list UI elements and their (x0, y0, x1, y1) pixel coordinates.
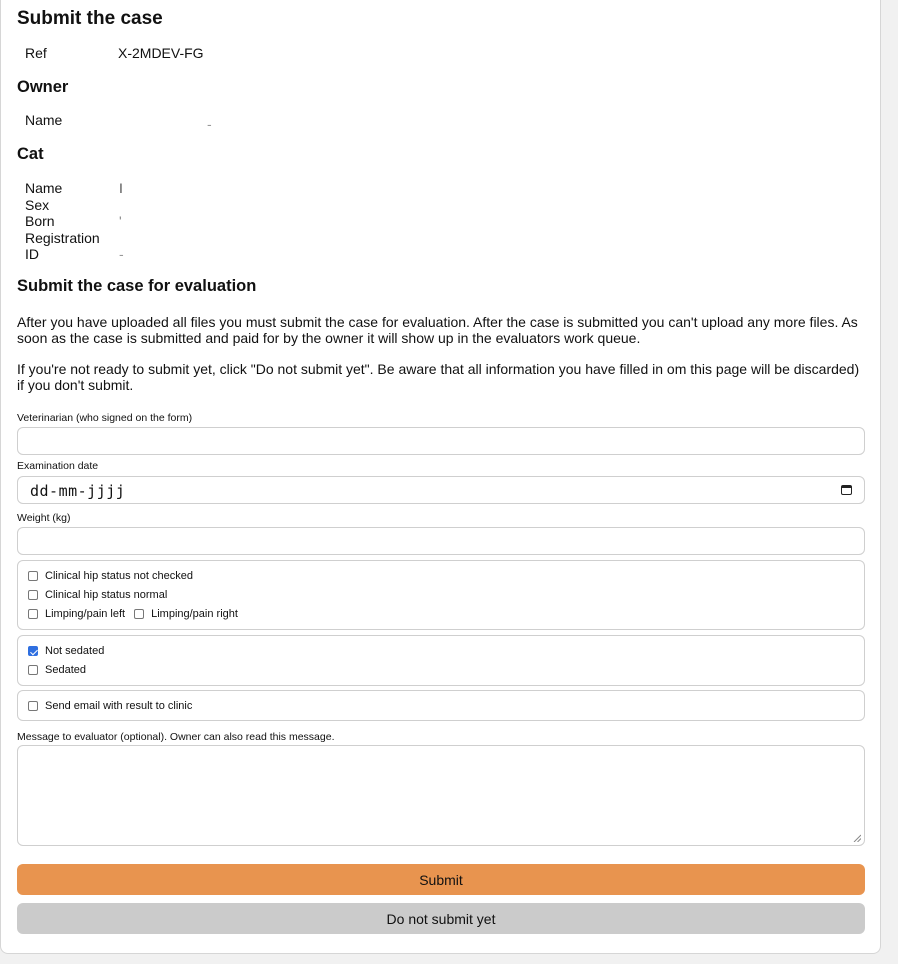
not-sedated-option[interactable] (28, 643, 104, 659)
hip-normal-label: Clinical hip status normal (45, 589, 168, 601)
exam-date-input[interactable] (17, 476, 865, 504)
submit-button[interactable]: Submit (17, 864, 865, 895)
submit-warning: If you're not ready to submit yet, click "Do not submit yet". Be aware that all information you have filled in om this page will be discarded) if you don't submit. (17, 361, 860, 393)
hip-normal-checkbox[interactable] (28, 590, 38, 600)
message-label: Message to evaluator (optional). Owner can also read this message. (17, 731, 335, 743)
sedated-label: Sedated (45, 664, 86, 676)
cat-name-label: Name (25, 180, 63, 196)
veterinarian-input[interactable] (17, 427, 865, 455)
cat-born-value: ' (119, 213, 122, 229)
hip-not-checked-checkbox[interactable] (28, 571, 38, 581)
email-group (17, 690, 865, 721)
limping-left-label: Limping/pain left (45, 608, 126, 620)
submit-section-heading: Submit the case for evaluation (17, 277, 257, 295)
cat-id-value: - (119, 246, 124, 262)
exam-date-label: Examination date (17, 460, 99, 472)
send-email-label: Send email with result to clinic (45, 700, 193, 712)
weight-label: Weight (kg) (17, 512, 71, 524)
hip-not-checked-label: Clinical hip status not checked (45, 570, 193, 582)
limping-options-row (28, 606, 238, 622)
weight-input[interactable] (17, 527, 865, 555)
not-sedated-checkbox[interactable] (28, 646, 38, 656)
cat-name-value: I (119, 180, 123, 196)
send-email-checkbox[interactable] (28, 701, 38, 711)
hip-not-checked-option[interactable] (28, 568, 193, 584)
limping-left-checkbox[interactable] (28, 609, 38, 619)
page-title: Submit the case (17, 8, 163, 29)
limping-right-checkbox[interactable] (134, 609, 144, 619)
owner-name-value: - (207, 116, 212, 132)
resize-grip-icon[interactable] (853, 834, 861, 842)
limping-right-label: Limping/pain right (151, 608, 238, 620)
cat-born-label: Born (25, 213, 55, 229)
owner-heading: Owner (17, 78, 69, 96)
send-email-option[interactable] (28, 698, 192, 714)
hip-status-group (17, 560, 865, 630)
owner-name-label: Name (25, 112, 63, 128)
cat-registration-label: Registration (25, 229, 100, 246)
message-wrapper (17, 745, 865, 846)
not-sedated-label: Not sedated (45, 645, 105, 657)
sedation-group (17, 635, 865, 686)
ref-label: Ref (25, 45, 47, 61)
calendar-icon[interactable] (841, 485, 852, 495)
hip-normal-option[interactable] (28, 587, 167, 603)
cat-id-label: ID (25, 246, 39, 262)
message-textarea[interactable] (17, 745, 865, 846)
do-not-submit-button[interactable]: Do not submit yet (17, 903, 865, 934)
ref-value: X-2MDEV-FG (118, 45, 204, 61)
veterinarian-label: Veterinarian (who signed on the form) (17, 412, 193, 424)
sedated-checkbox[interactable] (28, 665, 38, 675)
cat-sex-label: Sex (25, 196, 50, 213)
exam-date-placeholder: dd-mm-jjjj (30, 482, 126, 500)
sedated-option[interactable] (28, 662, 86, 678)
cat-heading: Cat (17, 145, 44, 163)
submit-instructions: After you have uploaded all files you must submit the case for evaluation. After the case is submitted you can't upload any more files. As soon as the case is submitted and paid for by the owner it will show up in the evaluators work queue. (17, 314, 858, 346)
